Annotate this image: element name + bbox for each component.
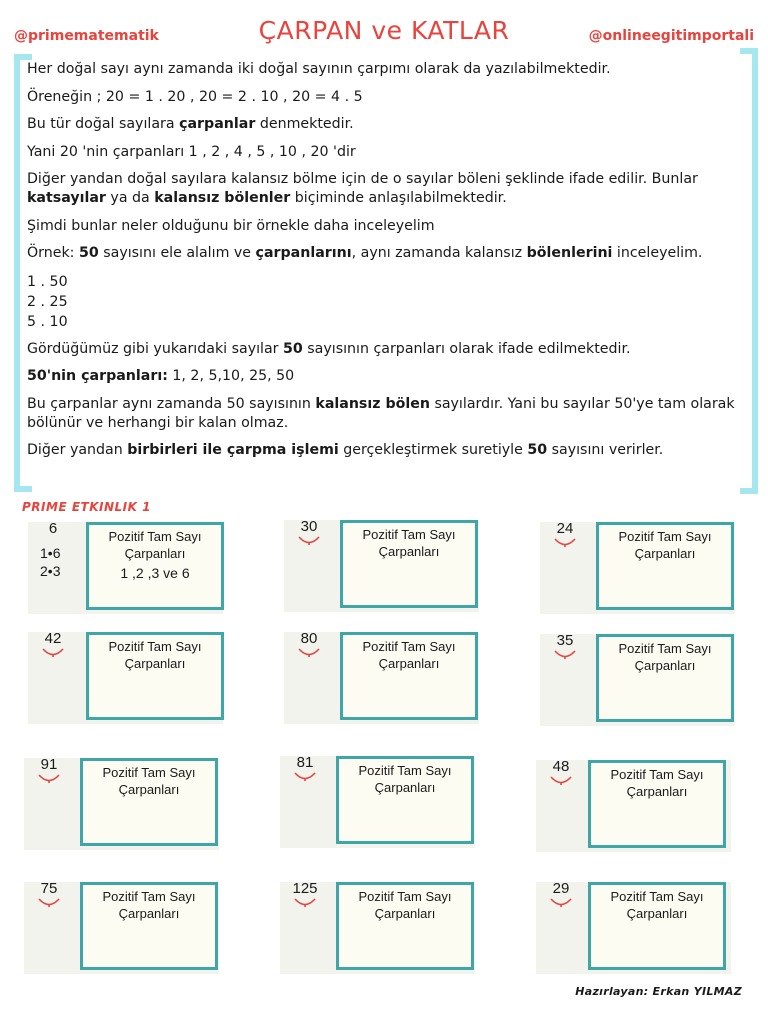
box-title: Pozitif Tam Sayı Çarpanları [108,639,202,671]
exercise-card [24,882,219,974]
box-title: Pozitif Tam Sayı Çarpanları [610,767,704,799]
box-title: Pozitif Tam Sayı Çarpanları [358,763,452,795]
exercise-card [24,758,219,850]
answer-box[interactable] [588,882,726,970]
card-number: 30 [300,518,318,535]
exercise-card [536,882,731,974]
answer-box[interactable] [340,632,478,720]
answer-box[interactable] [86,522,224,610]
card-number: 75 [40,880,58,897]
card-number: 29 [552,880,570,897]
exercise-card [280,756,475,848]
answer-box[interactable] [80,758,218,846]
split-mark-icon [297,646,321,658]
intro-paragraph-3: Bu tür doğal sayılara çarpanlar denmektedir. [27,116,354,132]
box-title: Pozitif Tam Sayı Çarpanları [102,765,196,797]
answer-box[interactable] [80,882,218,970]
header-left-handle: @primematematik [14,28,159,44]
box-title: Pozitif Tam Sayı Çarpanları [618,641,712,673]
exercise-card [540,522,735,614]
card-number: 81 [296,754,314,771]
split-mark-icon [293,896,317,908]
card-number: 80 [300,630,318,647]
box-title: Pozitif Tam Sayı Çarpanları [362,639,456,671]
split-mark-icon [549,896,573,908]
header-right-handle: @onlineegitimportali [588,28,754,44]
box-title: Pozitif Tam Sayı Çarpanları [610,889,704,921]
list-item: 1 . 50 [27,273,68,290]
split-mark-icon [41,646,65,658]
box-title: Pozitif Tam Sayı Çarpanları [102,889,196,921]
split-mark-icon [297,534,321,546]
box-title: Pozitif Tam Sayı Çarpanları [362,527,456,559]
card-number: 24 [556,520,574,537]
intro-paragraph-1: Her doğal sayı aynı zamanda iki doğal sayının çarpımı olarak da yazılabilmektedir. [27,61,611,77]
answer-box[interactable] [588,760,726,848]
exercise-card [280,882,475,974]
footer-credit: Hazırlayan: Erkan YILMAZ [575,985,742,998]
activity-title: PRIME ETKINLIK 1 [22,500,151,514]
box-title: Pozitif Tam Sayı Çarpanları [358,889,452,921]
intro-paragraph-9: 50'nin çarpanları: 1, 2, 5,10, 25, 50 [27,368,295,384]
split-mark-icon [37,896,61,908]
bracket-right [740,48,758,494]
split-mark-icon [553,536,577,548]
intro-paragraph-2: Öreneğin ; 20 = 1 . 20 , 20 = 2 . 10 , 20 = 4 . 5 [27,88,363,105]
card-number: 48 [552,758,570,775]
split-mark-icon [293,770,317,782]
split-mark-icon [549,774,573,786]
card-number: 125 [292,880,318,897]
intro-paragraph-5: Diğer yandan doğal sayılara kalansız bölme için de o sayılar böleni şeklinde ifade edilir. Bunlar katsayılar ya da kalansız bölenler biçiminde anlaşılabilmektedir. [27,171,698,206]
answer-box[interactable] [340,520,478,608]
intro-paragraph-6: Şimdi bunlar neler olduğunu bir örnekle daha inceleyelim [27,217,435,234]
example-card [28,522,223,614]
intro-paragraph-10: Bu çarpanlar aynı zamanda 50 sayısının kalansız bölen sayılardır. Yani bu sayılar 50'ye tam olarak bölünür ve herhangi bir kalan olmaz. [27,395,735,431]
list-item: 5 . 10 [27,313,68,330]
intro-paragraph-11: Diğer yandan birbirleri ile çarpma işlemi gerçekleştirmek suretiyle 50 sayısını verirler. [27,442,664,458]
page-title: ÇARPAN ve KATLAR [258,16,510,45]
exercise-card [536,760,731,852]
answer-box[interactable] [596,522,734,610]
card-number: 91 [40,756,58,773]
exercise-card [284,520,479,612]
example-work-line: 2•3 [40,563,61,579]
box-title: Pozitif Tam Sayı Çarpanları [108,529,202,561]
example-factor-list [27,272,737,332]
list-item: 2 . 25 [27,293,68,310]
intro-text [27,60,737,469]
split-mark-icon [553,648,577,660]
card-number: 6 [48,520,58,537]
split-mark-icon [37,772,61,784]
intro-paragraph-8: Gördüğümüz gibi yukarıdaki sayılar 50 sayısının çarpanları olarak ifade edilmektedir. [27,340,631,357]
example-answer: 1 ,2 ,3 ve 6 [120,565,190,581]
answer-box[interactable] [336,882,474,970]
example-work-line: 1•6 [40,545,61,561]
card-number: 42 [44,630,62,647]
exercise-card [540,634,735,726]
answer-box[interactable] [596,634,734,722]
answer-box[interactable] [336,756,474,844]
intro-paragraph-4: Yani 20 'nin çarpanları 1 , 2 , 4 , 5 , 10 , 20 'dir [27,143,356,160]
exercise-card [28,632,223,724]
intro-paragraph-7: Örnek: 50 sayısını ele alalım ve çarpanlarını, aynı zamanda kalansız bölenlerini inceleyelim. [27,245,703,261]
box-title: Pozitif Tam Sayı Çarpanları [618,529,712,561]
exercise-card [284,632,479,724]
card-number: 35 [556,632,574,649]
answer-box[interactable] [86,632,224,720]
